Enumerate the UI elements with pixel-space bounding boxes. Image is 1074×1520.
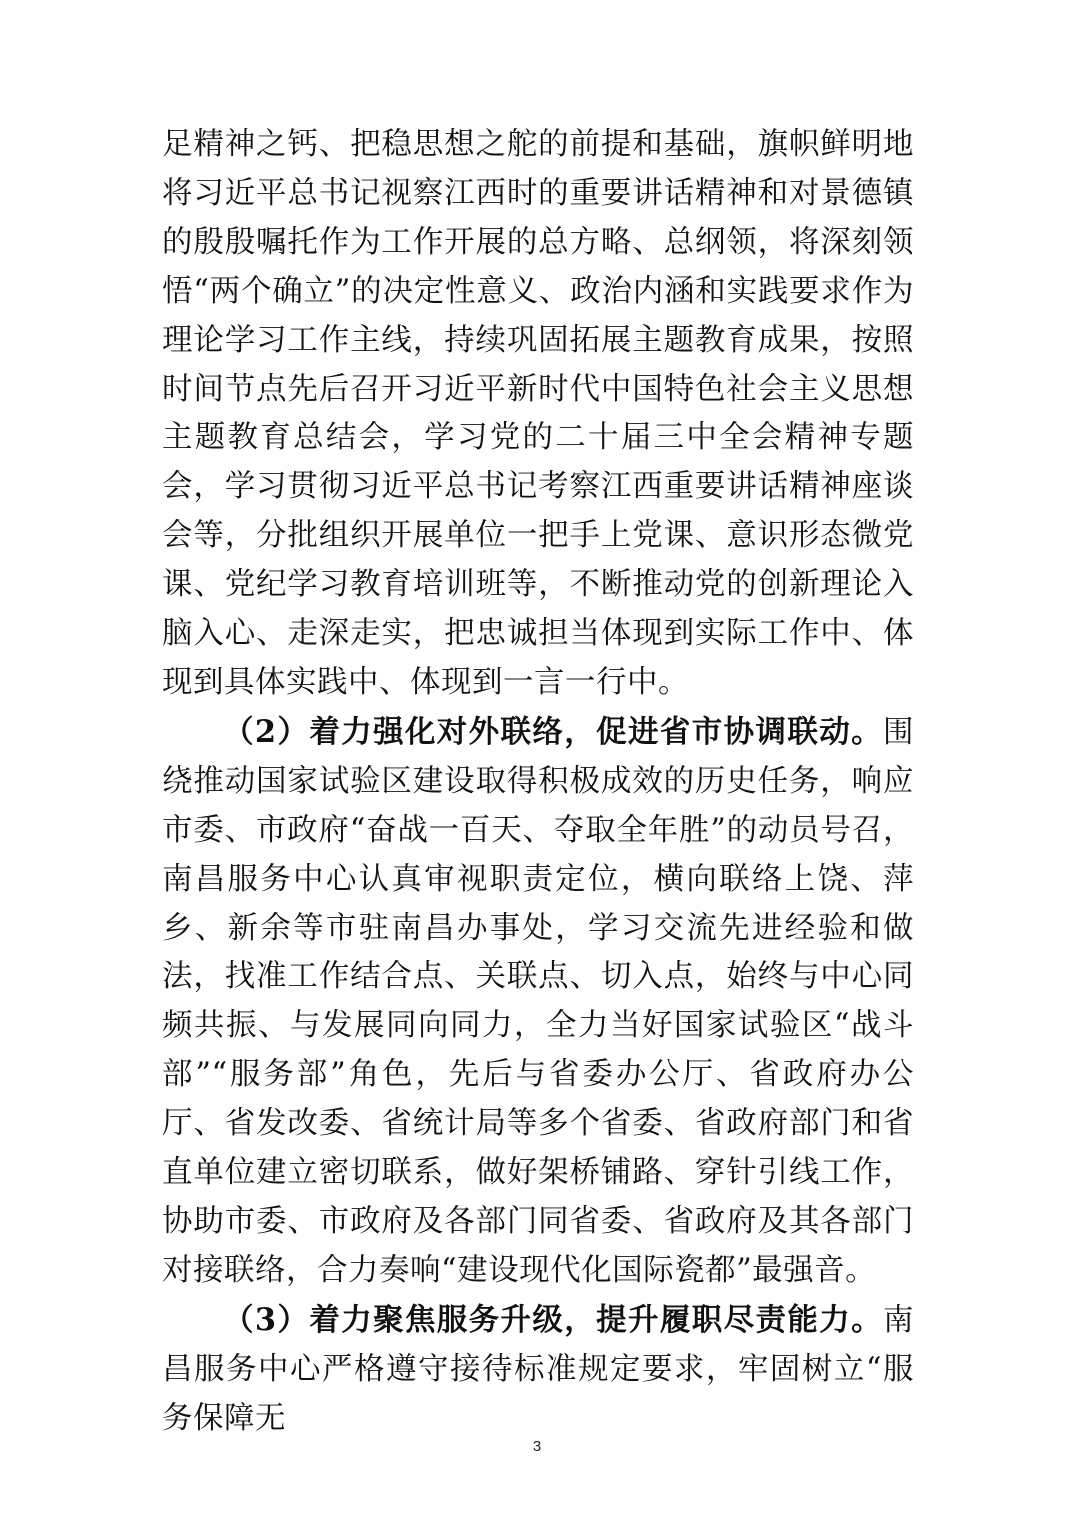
paragraph-3-text: 南昌服务中心严格遵守接待标准规定要求，牢固树立“服务保障无 (162, 1302, 914, 1436)
paragraph-1 (162, 121, 914, 708)
paragraph-2-heading: （2）着力强化对外联络，促进省市协调联动。 (223, 713, 883, 750)
paragraph-2 (162, 708, 914, 1296)
paragraph-2-text: 围绕推动国家试验区建设取得积极成效的历史任务，响应市委、市政府“奋战一百天、夺取全年胜”的动员号召，南昌服务中心认真审视职责定位，横向联络上饶、萍乡、新余等市驻南昌办事处，学习交流先进经验和做法，找准工作结合点、关联点、切入点，始终与中心同频共振、与发展同向同力，全力当好国家试验区“战斗部”“服务部”角色，先后与省委办公厅、省政府办公厅、省发改委、省统计局等多个省委、省政府部门和省直单位建立密切联系，做好架桥铺路、穿针引线工作，协助市委、市政府及各部门同省委、省政府及其各部门对接联络，合力奏响“建设现代化国际瓷都”最强音。 (162, 714, 914, 1288)
paragraph-3-heading: （3）着力聚焦服务升级，提升履职尽责能力。 (223, 1301, 883, 1338)
paragraph-3 (162, 1296, 914, 1444)
paragraph-1-text: 足精神之钙、把稳思想之舵的前提和基础，旗帜鲜明地将习近平总书记视察江西时的重要讲话精神和对景德镇的殷殷嘱托作为工作开展的总方略、总纲领，将深刻领悟“两个确立”的决定性意义、政治内涵和实践要求作为理论学习工作主线，持续巩固拓展主题教育成果，按照时间节点先后召开习近平新时代中国特色社会主义思想主题教育总结会，学习党的二十届三中全会精神专题会，学习贯彻习近平总书记考察江西重要讲话精神座谈会等，分批组织开展单位一把手上党课、意识形态微党课、党纪学习教育培训班等，不断推动党的创新理论入脑入心、走深走实，把忠诚担当体现到实际工作中、体现到具体实践中、体现到一言一行中。 (162, 127, 914, 700)
document-body (162, 121, 914, 1443)
page-number: 3 (532, 1438, 542, 1455)
